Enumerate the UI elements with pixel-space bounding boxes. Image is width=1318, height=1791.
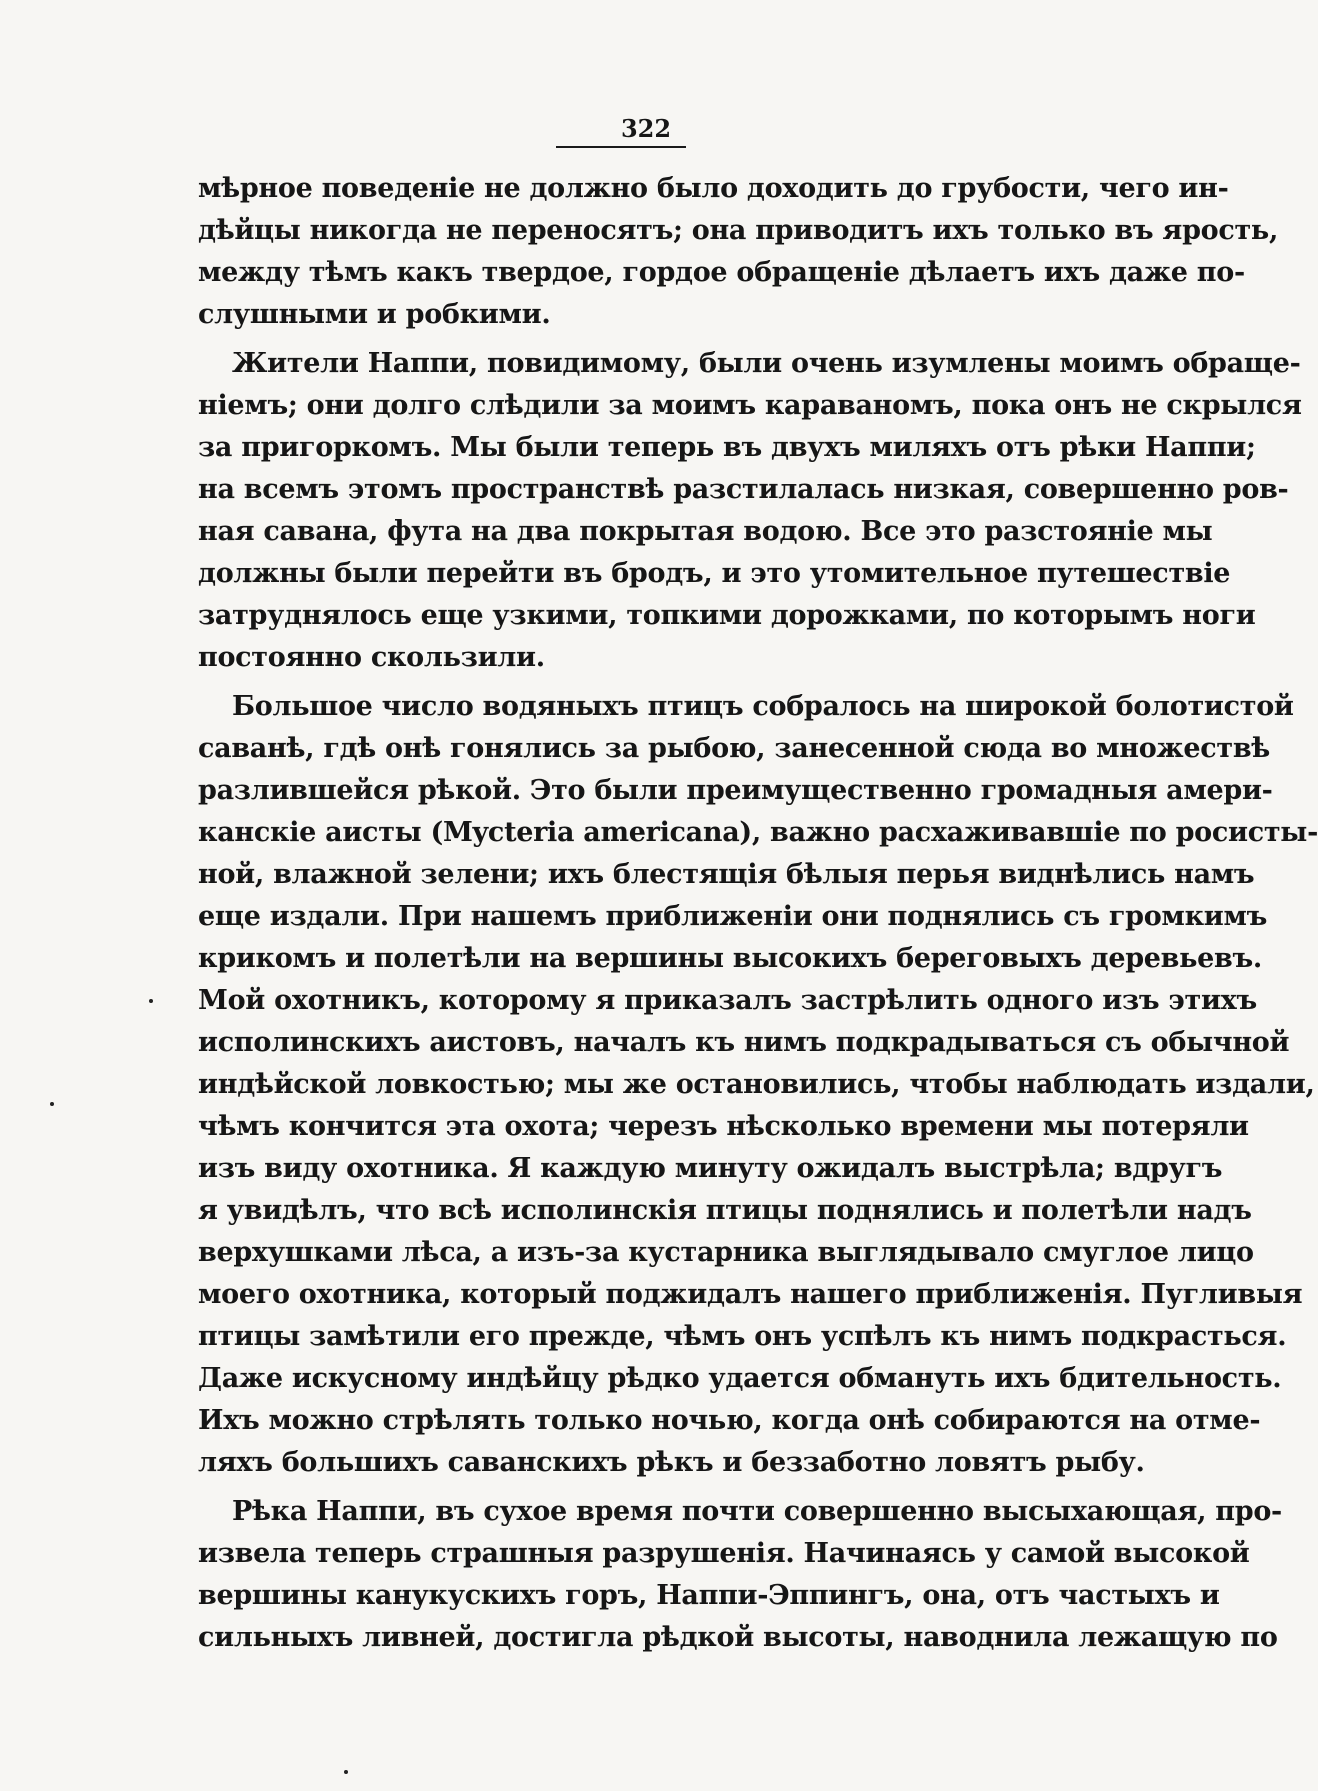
text-line: разлившейся рѣкой. Это были преимущественно громадныя амери- xyxy=(198,775,1273,806)
text-line: верхушками лѣса, а изъ-за кустарника выглядывало смуглое лицо xyxy=(198,1237,1254,1268)
text-line: Ихъ можно стрѣлять только ночью, когда онѣ собираются на отме- xyxy=(198,1405,1261,1436)
paragraph-gap xyxy=(198,336,1074,343)
text-line: канскiе аисты (Mycteria americana), важно расхаживавшiе по росисты- xyxy=(198,817,1318,848)
text-line: должны были перейти въ бродъ, и это утомительное путешествiе xyxy=(198,558,1231,589)
text-line: исполинскихъ аистовъ, началъ къ нимъ подкрадываться съ обычной xyxy=(198,1027,1290,1058)
text-line: затруднялось еще узкими, топкими дорожками, по которымъ ноги xyxy=(198,600,1256,631)
text-line: ной, влажной зелени; ихъ блестящiя бѣлыя перья виднѣлись намъ xyxy=(198,859,1255,890)
text-line: изъ виду охотника. Я каждую минуту ожидалъ выстрѣла; вдругъ xyxy=(198,1153,1223,1184)
text-line: Рѣка Наппи, въ сухое время почти совершенно высыхающая, про- xyxy=(232,1496,1282,1527)
paragraph xyxy=(198,343,1302,679)
paragraph xyxy=(198,686,1318,1484)
text-line: нiемъ; они долго слѣдили за моимъ караваномъ, пока онъ не скрылся xyxy=(198,390,1302,421)
text-line: саванѣ, гдѣ онѣ гонялись за рыбою, занесенной сюда во множествѣ xyxy=(198,733,1270,764)
text-line: постоянно скользили. xyxy=(198,642,545,673)
text-line: крикомъ и полетѣли на вершины высокихъ береговыхъ деревьевъ. xyxy=(198,943,1263,974)
page-number: 322 xyxy=(620,114,672,143)
text-line: Жители Наппи, повидимому, были очень изумлены моимъ обраще- xyxy=(232,348,1301,379)
text-line: за пригоркомъ. Мы были теперь въ двухъ миляхъ отъ рѣки Наппи; xyxy=(198,432,1256,463)
paragraph-gap xyxy=(198,679,1074,686)
text-line: птицы замѣтили его прежде, чѣмъ онъ успѣлъ къ нимъ подкрасться. xyxy=(198,1321,1287,1352)
paragraph xyxy=(198,168,1279,336)
text-line: извела теперь страшныя разрушенiя. Начинаясь у самой высокой xyxy=(198,1538,1250,1569)
text-line: моего охотника, который поджидалъ нашего приближенiя. Пугливыя xyxy=(198,1279,1303,1310)
scan-speck xyxy=(149,999,153,1003)
paragraph xyxy=(198,1491,1282,1659)
page-number-rule xyxy=(556,146,686,148)
text-line: вершины канукускихъ горъ, Наппи-Эппингъ, она, отъ частыхъ и xyxy=(198,1580,1220,1611)
body-text xyxy=(198,168,1318,1659)
text-line: ляхъ большихъ саванскихъ рѣкъ и беззаботно ловятъ рыбу. xyxy=(198,1447,1145,1478)
text-line: Мой охотникъ, которому я приказалъ застрѣлить одного изъ этихъ xyxy=(198,985,1257,1016)
text-line: индѣйской ловкостью; мы же остановились, чтобы наблюдать издали, xyxy=(198,1069,1315,1100)
text-line: ная савана, фута на два покрытая водою. Все это разстоянiе мы xyxy=(198,516,1213,547)
text-line: Большое число водяныхъ птицъ собралось на широкой болотистой xyxy=(232,691,1294,722)
text-line: мѣрное поведенiе не должно было доходить до грубости, чего ин- xyxy=(198,173,1229,204)
text-line: сильныхъ ливней, достигла рѣдкой высоты, наводнила лежащую по xyxy=(198,1622,1278,1653)
scan-speck xyxy=(344,1770,348,1774)
text-line: еще издали. При нашемъ приближенiи они поднялись съ громкимъ xyxy=(198,901,1268,932)
text-line: на всемъ этомъ пространствѣ разстилалась низкая, совершенно ров- xyxy=(198,474,1289,505)
text-line: я увидѣлъ, что всѣ исполинскiя птицы поднялись и полетѣли надъ xyxy=(198,1195,1252,1226)
text-line: слушными и робкими. xyxy=(198,299,551,330)
text-line: Даже искусному индѣйцу рѣдко удается обмануть ихъ бдительность. xyxy=(198,1363,1282,1394)
scan-speck xyxy=(50,1102,54,1106)
text-line: чѣмъ кончится эта охота; черезъ нѣсколько времени мы потеряли xyxy=(198,1111,1249,1142)
paragraph-gap xyxy=(198,1484,1074,1491)
text-line: между тѣмъ какъ твердое, гордое обращенiе дѣлаетъ ихъ даже по- xyxy=(198,257,1245,288)
text-line: дѣйцы никогда не переносятъ; она приводитъ ихъ только въ ярость, xyxy=(198,215,1279,246)
